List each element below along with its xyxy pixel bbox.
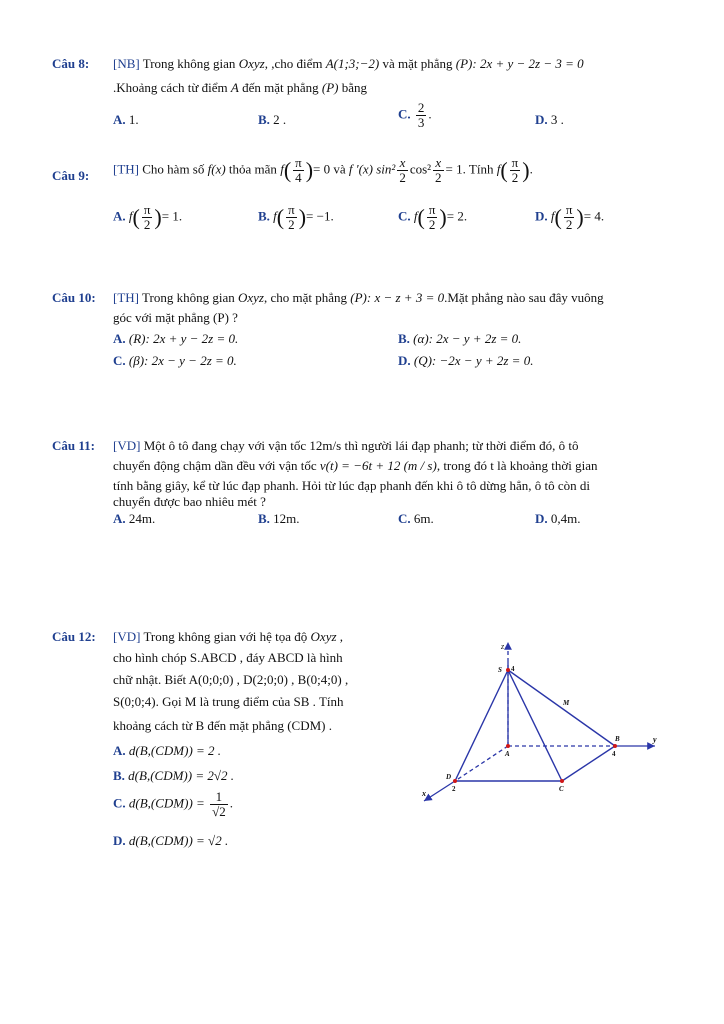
q11-formula: v(t) = −6t + 12 (m / s) <box>319 458 437 473</box>
label-M: M <box>563 699 570 707</box>
q9-opt-rhs: = 1. <box>161 208 183 224</box>
q9-opt-rhs: = 4. <box>583 208 605 224</box>
q11-line1: Một ô tô đang chạy với vận tốc 12m/s thì người lái đạp phanh; từ thời điểm đó, ô tô <box>143 438 579 453</box>
q11-opt-letter: C. <box>398 511 411 526</box>
q8-text: Trong không gian <box>142 56 236 71</box>
q12-opt-value: d(B,(CDM)) = 2√2 . <box>128 768 234 783</box>
q11-stem-line3: tính bằng giây, kể từ lúc đạp phanh. Hỏi từ lúc đạp phanh đến khi ô tô dừng hẳn, ô tô còn di <box>113 478 591 493</box>
q12-opt-letter: D. <box>113 833 126 848</box>
q11-opt-value: 6m. <box>413 511 434 526</box>
q12-stem-line5: khoảng cách từ B đến mặt phẳng (CDM) . <box>113 718 332 733</box>
q8-line2: .Khoảng cách từ điểm <box>113 80 228 95</box>
q8-P: (P) <box>321 80 339 95</box>
q12-line1a: Trong không gian với hệ tọa độ <box>143 629 308 644</box>
q8-opt-value: 1. <box>128 112 139 127</box>
q10-opt-letter: A. <box>113 331 126 346</box>
q12-opt-letter: C. <box>113 795 126 811</box>
q10-text-b: , cho mặt phẳng <box>263 290 348 305</box>
q8-option-c[interactable] <box>398 101 432 130</box>
label-A: A <box>505 750 510 758</box>
q10-opt-letter: C. <box>113 353 126 368</box>
q10-opt-value: (R): 2x + y − 2z = 0. <box>128 331 239 346</box>
q9-frac-x1: $\frac{x}{2}$ <box>399 155 406 185</box>
q10-stem-line1 <box>113 290 604 306</box>
q8-opt-value: 2 . <box>273 112 287 127</box>
q12-opt-value: d(B,(CDM)) = 2 . <box>128 743 222 758</box>
q11-opt-value: 0,4m. <box>550 511 581 526</box>
q12-opt-fraction: $\frac{1}{√2}$ <box>212 789 226 819</box>
q9-opt-letter: B. <box>258 208 270 224</box>
q11-option-c[interactable] <box>398 511 434 527</box>
q8-opt-tail: . <box>428 106 432 122</box>
q11-option-b[interactable] <box>258 511 300 527</box>
q8-opt-fraction: $\frac{2}{3}$ <box>417 100 425 130</box>
label-z: z <box>501 642 505 651</box>
q9-option-a[interactable]: A. f( $\frac{\pi}{2}$ )= 1. <box>113 202 183 232</box>
q10-opt-letter: B. <box>398 331 410 346</box>
label-B: B <box>615 735 620 743</box>
q8-opt-letter: D. <box>535 112 548 127</box>
q8-text-b: , ,cho điểm <box>264 56 323 71</box>
q9-option-c[interactable]: C. f( $\frac{\pi}{2}$ )= 2. <box>398 202 468 232</box>
q11-label: Câu 11: <box>52 438 95 453</box>
q10-option-d[interactable] <box>398 353 533 369</box>
q10-label: Câu 10: <box>52 290 96 305</box>
label-x: x <box>422 789 426 798</box>
q8-line2c: bằng <box>341 80 368 95</box>
q11-option-a[interactable] <box>113 511 155 527</box>
q12-level: [VD] <box>113 629 141 644</box>
label-D-length: 2 <box>452 785 456 793</box>
q12-line1b: Oxyz , <box>310 629 344 644</box>
q12-opt-value: d(B,(CDM)) = √2 . <box>128 833 229 848</box>
q9-and: và <box>333 161 346 177</box>
q12-option-d[interactable] <box>113 833 228 849</box>
q11-opt-letter: B. <box>258 511 270 526</box>
point-C <box>560 779 564 783</box>
q10-opt-value: (Q): −2x − y + 2z = 0. <box>413 353 534 368</box>
q10-option-a[interactable] <box>113 331 238 347</box>
point-B <box>613 744 617 748</box>
q10-text-c: .Mặt phẳng nào sau đây vuông <box>444 290 604 305</box>
pyramid-figure <box>410 630 670 810</box>
q12-option-b[interactable] <box>113 768 234 784</box>
q11-opt-value: 12m. <box>273 511 300 526</box>
q8-line2b: đến mặt phẳng <box>242 80 319 95</box>
q9-level: [TH] <box>113 161 139 177</box>
q10-text: Trong không gian <box>142 290 235 305</box>
q9-text-b: thỏa mãn <box>228 161 277 177</box>
q12-option-c[interactable]: C. d(B,(CDM)) = $\frac{1}{√2}$ . <box>113 789 233 819</box>
q12-opt-letter: A. <box>113 743 126 758</box>
q8-text-c: và mặt phẳng <box>382 56 453 71</box>
q9-opt-rhs: = 2. <box>446 208 468 224</box>
q10-opt-value: (β): 2x − y − 2z = 0. <box>128 353 237 368</box>
q10-option-c[interactable] <box>113 353 237 369</box>
edge-SB <box>508 670 615 746</box>
q9-frac-x2: $\frac{x}{2}$ <box>435 155 442 185</box>
q8-option-a[interactable] <box>113 112 139 128</box>
q9-option-b[interactable]: B. f( $\frac{\pi}{2}$ )= −1. <box>258 202 334 232</box>
label-S: S <box>498 666 502 674</box>
q10-plane: (P): x − z + 3 = 0 <box>350 290 445 305</box>
q8-label: Câu 8: <box>52 56 90 71</box>
edge-SC <box>508 670 562 781</box>
q8-opt-letter: A. <box>113 112 126 127</box>
label-S-height: 4 <box>511 665 515 673</box>
q10-option-b[interactable] <box>398 331 521 347</box>
q9-option-d[interactable]: D. f( $\frac{\pi}{2}$ )= 4. <box>535 202 605 232</box>
q11-line2b: , trong đó t là khoảng thời gian <box>436 458 598 473</box>
q11-line2a: chuyển động chậm dần đều với vận tốc <box>113 458 317 473</box>
point-A <box>506 744 510 748</box>
q12-opt-letter: B. <box>113 768 125 783</box>
q11-opt-letter: A. <box>113 511 126 526</box>
q9-cond2b: cos² <box>409 161 432 177</box>
q9-label: Câu 9: <box>52 168 90 183</box>
q9-text: Cho hàm số <box>142 161 205 177</box>
q11-stem-line1 <box>113 438 578 454</box>
q10-opt-letter: D. <box>398 353 411 368</box>
q9-cond1-rhs: = 0 <box>313 161 331 177</box>
q8-sys: Oxyz <box>238 56 265 71</box>
q9-opt-rhs: = −1. <box>306 208 334 224</box>
q11-opt-letter: D. <box>535 511 548 526</box>
q8-opt-letter: C. <box>398 106 411 122</box>
label-C: C <box>559 785 564 793</box>
q10-opt-value: (α): 2x − y + 2z = 0. <box>413 331 522 346</box>
q11-stem-line2 <box>113 458 598 474</box>
edge-SD <box>455 670 508 781</box>
q8-opt-value: 3 . <box>550 112 564 127</box>
q9-cond2a: f '(x) sin² <box>348 161 396 177</box>
label-y: y <box>653 735 657 744</box>
q12-option-a[interactable] <box>113 743 221 759</box>
q12-stem-line1 <box>113 629 343 645</box>
q8-opt-letter: B. <box>258 112 270 127</box>
q12-stem-line3: chữ nhật. Biết A(0;0;0) , D(2;0;0) , B(0;4;0) , <box>113 672 349 687</box>
q12-stem-line2: cho hình chóp S.ABCD , đáy ABCD là hình <box>113 650 343 665</box>
q11-opt-value: 24m. <box>128 511 156 526</box>
point-D <box>453 779 457 783</box>
q11-level: [VD] <box>113 438 141 453</box>
q8-option-b[interactable] <box>258 112 286 128</box>
q9-cond2c: = 1. Tính <box>445 161 494 177</box>
q8-option-d[interactable] <box>535 112 564 128</box>
q9-cond1-frac: $\frac{\pi}{4}$ <box>295 155 302 185</box>
point-S <box>506 668 510 672</box>
q8-point: A(1;3;−2) <box>325 56 380 71</box>
q9-opt-letter: A. <box>113 208 126 224</box>
q9-stem: [TH] Cho hàm số f(x) thỏa mãn f( $\frac{\pi}{4}$ )= 0 và f '(x) sin² $\frac{x}{2}$ cos² $\frac{x}{2}$ = 1. Tính f( $\frac{\pi}{2}$ ). <box>113 155 533 185</box>
q8-stem-line1 <box>113 56 584 72</box>
q8-level: [NB] <box>113 56 140 71</box>
edge-CB <box>562 746 615 781</box>
q12-stem-line4: S(0;0;4). Gọi M là trung điểm của SB . Tính <box>113 694 344 709</box>
label-B-length: 4 <box>612 750 616 758</box>
q9-fx: f(x) <box>207 161 226 177</box>
q10-level: [TH] <box>113 290 139 305</box>
x-axis <box>424 781 455 801</box>
q12-opt-value: d(B,(CDM)) = <box>128 795 205 811</box>
q10-stem-line2: góc với mặt phẳng (P) ? <box>113 310 238 325</box>
q12-label: Câu 12: <box>52 629 96 644</box>
q11-stem-line4: chuyển được bao nhiêu mét ? <box>113 494 266 509</box>
label-D: D <box>446 773 452 781</box>
q9-opt-letter: D. <box>535 208 548 224</box>
q8-plane: (P): 2x + y − 2z − 3 = 0 <box>455 56 584 71</box>
q10-sys: Oxyz <box>237 290 264 305</box>
q9-target-frac: $\frac{\pi}{2}$ <box>511 155 519 185</box>
q8-stem-line2 <box>113 80 367 96</box>
q8-A: A <box>230 80 239 95</box>
q9-opt-letter: C. <box>398 208 411 224</box>
q11-option-d[interactable] <box>535 511 581 527</box>
